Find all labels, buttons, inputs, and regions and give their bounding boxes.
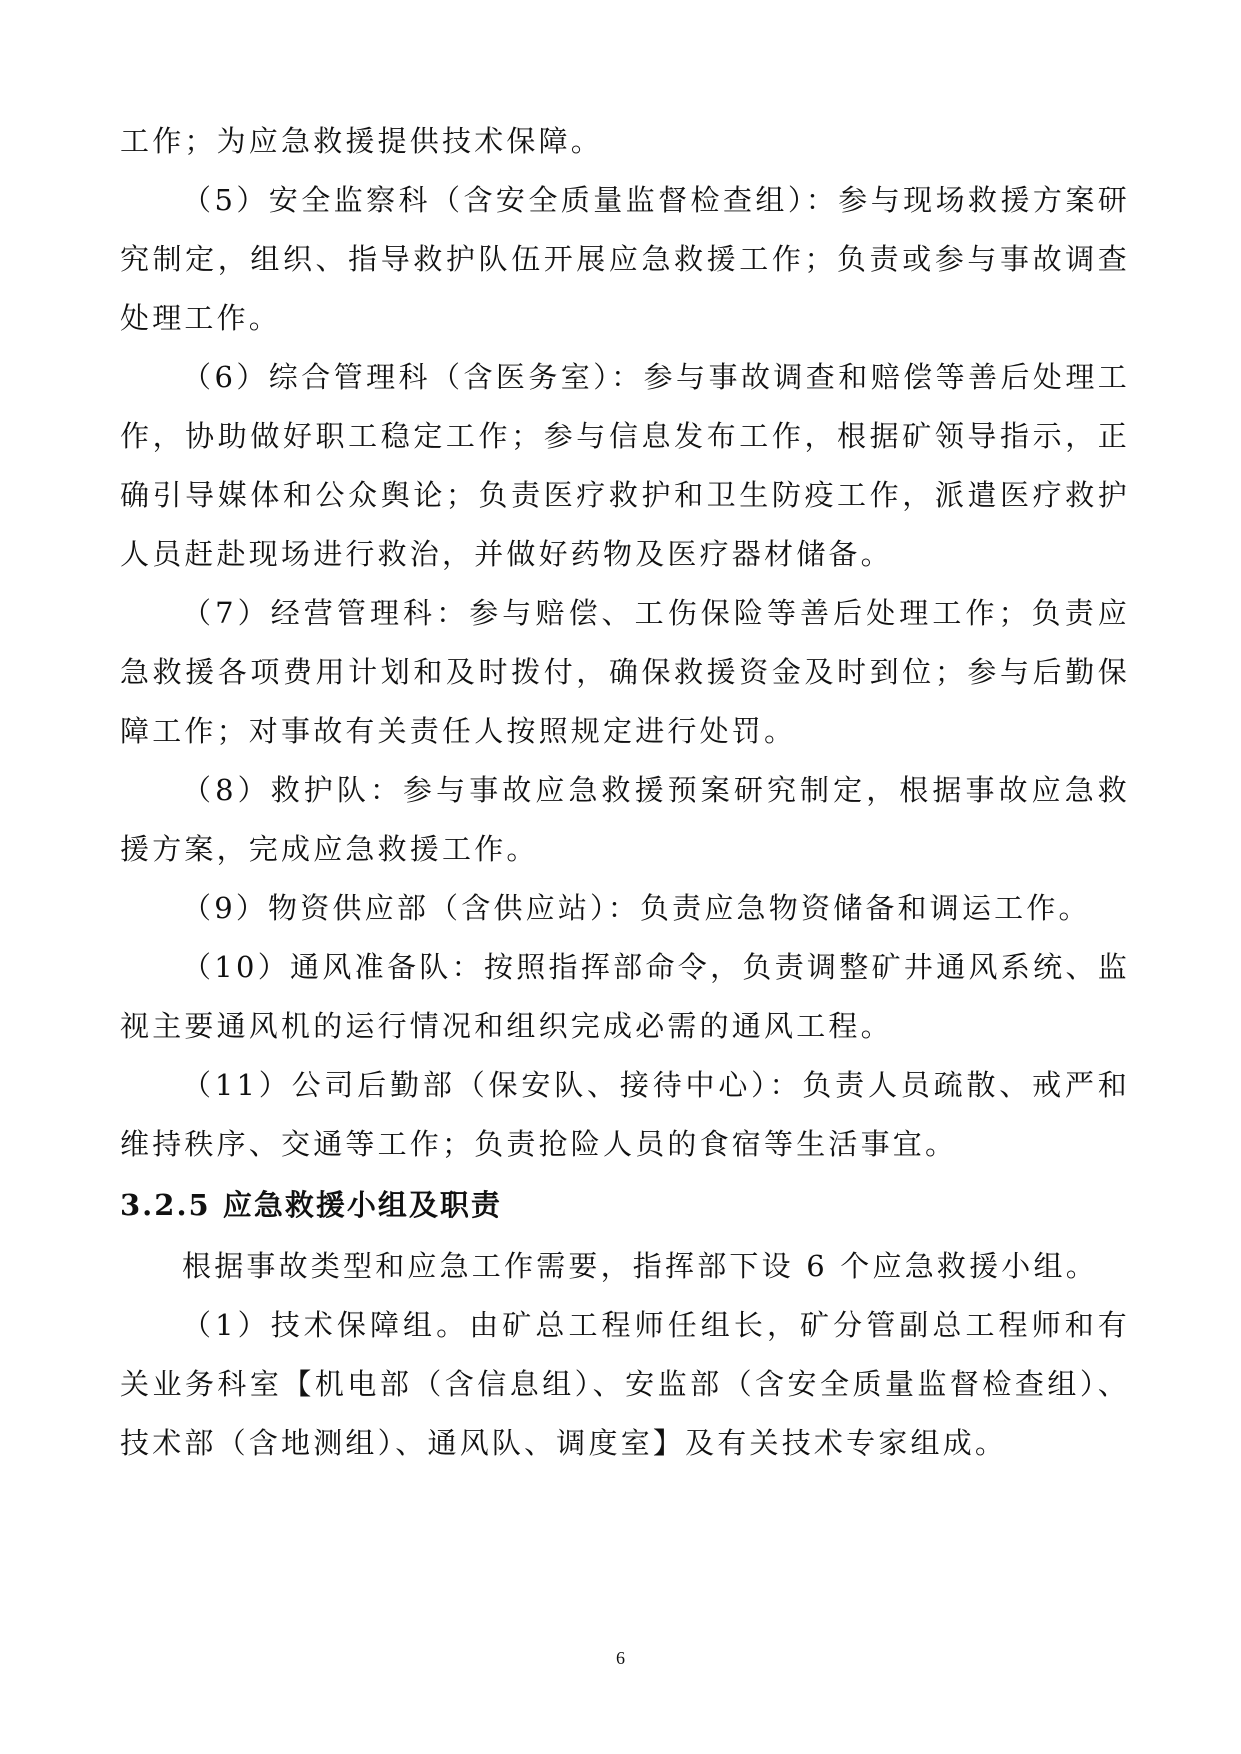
page-number: 6 <box>616 1648 625 1668</box>
paragraph-item-8: （8）救护队：参与事故应急救援预案研究制定，根据事故应急救援方案，完成应急救援工作。 <box>120 773 1130 866</box>
paragraph-item-10: （10）通风准备队：按照指挥部命令，负责调整矿井通风系统、监视主要通风机的运行情况和组织完成必需的通风工程。 <box>120 950 1130 1043</box>
section-heading: 3.2.5 应急救援小组及职责 <box>120 1188 502 1222</box>
paragraph-item-11: （11）公司后勤部（保安队、接待中心）：负责人员疏散、戒严和维持秩序、交通等工作；负责抢险人员的食宿等生活事宜。 <box>120 1068 1130 1161</box>
section-item-1: （1）技术保障组。由矿总工程师任组长，矿分管副总工程师和有关业务科室【机电部（含信息组）、安监部（含安全质量监督检查组）、技术部（含地测组）、通风队、调度室】及有关技术专家组成。 <box>120 1308 1130 1460</box>
paragraph-continuation: 工作；为应急救援提供技术保障。 <box>120 124 604 158</box>
paragraph-item-7: （7）经营管理科：参与赔偿、工伤保险等善后处理工作；负责应急救援各项费用计划和及时拨付，确保救援资金及时到位；参与后勤保障工作；对事故有关责任人按照规定进行处罚。 <box>120 596 1130 748</box>
paragraph-item-6: （6）综合管理科（含医务室）：参与事故调查和赔偿等善后处理工作，协助做好职工稳定工作；参与信息发布工作，根据矿领导指示，正确引导媒体和公众舆论；负责医疗救护和卫生防疫工作，派遣医疗救护人员赶赴现场进行救治，并做好药物及医疗器材储备。 <box>120 360 1130 571</box>
paragraph-item-5: （5）安全监察科（含安全质量监督检查组）：参与现场救援方案研究制定，组织、指导救护队伍开展应急救援工作；负责或参与事故调查处理工作。 <box>120 183 1130 335</box>
section-intro-paragraph: 根据事故类型和应急工作需要，指挥部下设 6 个应急救援小组。 <box>182 1249 1098 1283</box>
paragraph-item-9: （9）物资供应部（含供应站）：负责应急物资储备和调运工作。 <box>182 891 1091 925</box>
document-body <box>120 112 1130 1473</box>
